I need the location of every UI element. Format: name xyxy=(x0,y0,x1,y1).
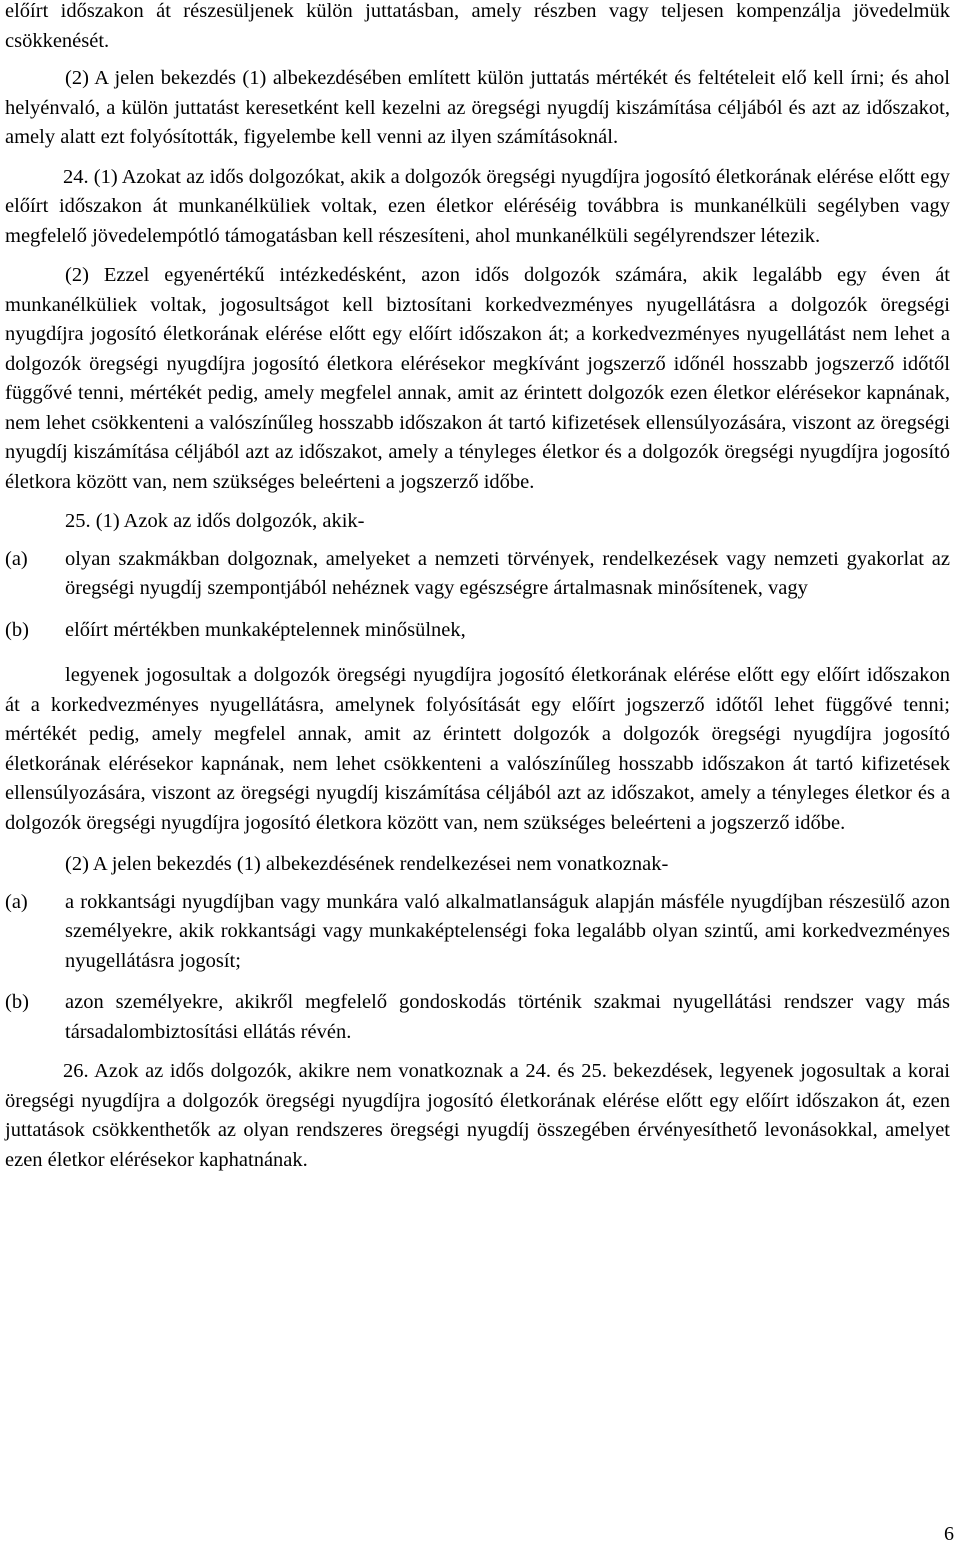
paragraph-24-2: (2) Ezzel egyenértékű intézkedésként, azon idős dolgozók számára, akik legalább egy éven át munkanélküliek voltak, jogosultságot kell biztosítani korkedvezményes nyugellátásra a dolgozók öregségi nyugdíjra jogosító életkorának elérése előtt egy előírt időszakon át; a korkedvezményes nyugellátást nem lehet a dolgozók öregségi nyugdíjra jogosító életkora elérésekor megkívánt jogszerző időnél hosszabb jogszerző időtől függővé tenni, mértékét pedig, amely megfelel annak, amit az érintett dolgozók ezen életkor elérésekor kapnának, nem lehet csökkenteni a valószínűleg hosszabb időszakon át tartó kifizetések ellensúlyozására, viszont az öregségi nyugdíj kiszámítása céljából azt az időszakot, amely a tényleges életkor és a dolgozók öregségi nyugdíjra jogosító életkora között van, nem szükséges beleérteni a jogszerző időbe. xyxy=(5,264,950,493)
list-item xyxy=(5,888,950,977)
paragraph-23-2: (2) A jelen bekezdés (1) albekezdésében említett külön juttatás mértékét és feltételeit elő kell írni; és ahol helyénvaló, a külön juttatást keresetként kell kezelni az öregségi nyugdíj kiszámítása céljából és azt az időszakot, amely alatt ezt folyósították, figyelembe kell venni az ilyen számításoknál. xyxy=(5,67,950,148)
paragraph-24-1: 24. (1) Azokat az idős dolgozókat, akik a dolgozók öregségi nyugdíjra jogosító életkorának elérése előtt egy előírt időszakon át munkanélküliek voltak, ezen életkor eléréséig továbbra is munkanélküli segélyben vagy megfelelő jövedelempótló támogatásban kell részesíteni, ahol munkanélküli segélyrendszer létezik. xyxy=(5,165,950,247)
paragraph-25-1-continuation: legyenek jogosultak a dolgozók öregségi nyugdíjra jogosító életkorának elérése előtt egy előírt időszakon át a korkedvezményes nyugellátásra, amelynek folyósítását egy előírt jogszerző időtől lehet függővé tenni; mértékét pedig, amely megfelel annak, amit az érintett dolgozók a dolgozók öregségi nyugdíjra jogosító életkorának elérésekor kapnának, nem lehet csökkenteni a valószínűleg hosszabb időszakon át tartó kifizetések ellensúlyozására, viszont az öregségi nyugdíj kiszámítása céljából azt az időszakot, amely a tényleges életkor és a dolgozók öregségi nyugdíjra jogosító életkora között van, nem szükséges beleérteni a jogszerző időbe. xyxy=(5,664,950,834)
list-item-text: olyan szakmákban dolgoznak, amelyeket a nemzeti törvények, rendelkezések vagy nemzeti gyakorlat az öregségi nyugdíj szempontjából nehéznek vagy egészségre ártalmasnak minősítenek, vagy xyxy=(65,547,950,599)
list-item-marker: (a) xyxy=(5,547,28,570)
list-item-marker: (b) xyxy=(5,618,29,641)
list-item xyxy=(5,988,950,1047)
paragraph-25-2-lead: (2) A jelen bekezdés (1) albekezdésének rendelkezései nem vonatkoznak- xyxy=(65,853,669,875)
list-item xyxy=(5,545,950,604)
document-page xyxy=(5,0,950,1175)
list-item-text: a rokkantsági nyugdíjban vagy munkára való alkalmatlanságuk alapján másféle nyugdíjban részesülő azon személyekre, akik rokkantsági vagy munkaképtelenségi foka legalább olyan szintű, ami korkedvezményes nyugellátásra jogosít; xyxy=(65,890,950,972)
list-item-text: azon személyekre, akikről megfelelő gondoskodás történik szakmai nyugellátási rendszer vagy más társadalombiztosítási ellátás révén. xyxy=(65,991,950,1043)
list-item-text: előírt mértékben munkaképtelennek minősülnek, xyxy=(65,618,466,641)
list-item-marker: (a) xyxy=(5,890,28,913)
list-item xyxy=(5,616,950,646)
paragraph-continuation: előírt időszakon át részesüljenek külön juttatásban, amely részben vagy teljesen kompenzálja jövedelmük csökkenését. xyxy=(5,0,950,52)
paragraph-26: 26. Azok az idős dolgozók, akikre nem vonatkoznak a 24. és 25. bekezdések, legyenek jogosultak a korai öregségi nyugdíjra a dolgozók öregségi nyugdíjra jogosító életkorának elérése előtt egy előírt időszakon át, ezen juttatások csökkenthetők az olyan rendszeres öregségi nyugdíj összegében érvényesíthető levonásokkal, amelyet ezen életkor elérésekor kaphatnának. xyxy=(5,1060,950,1171)
list-item-marker: (b) xyxy=(5,991,29,1013)
page-number: 6 xyxy=(944,1523,954,1545)
paragraph-25-1-lead: 25. (1) Azok az idős dolgozók, akik- xyxy=(65,510,365,532)
